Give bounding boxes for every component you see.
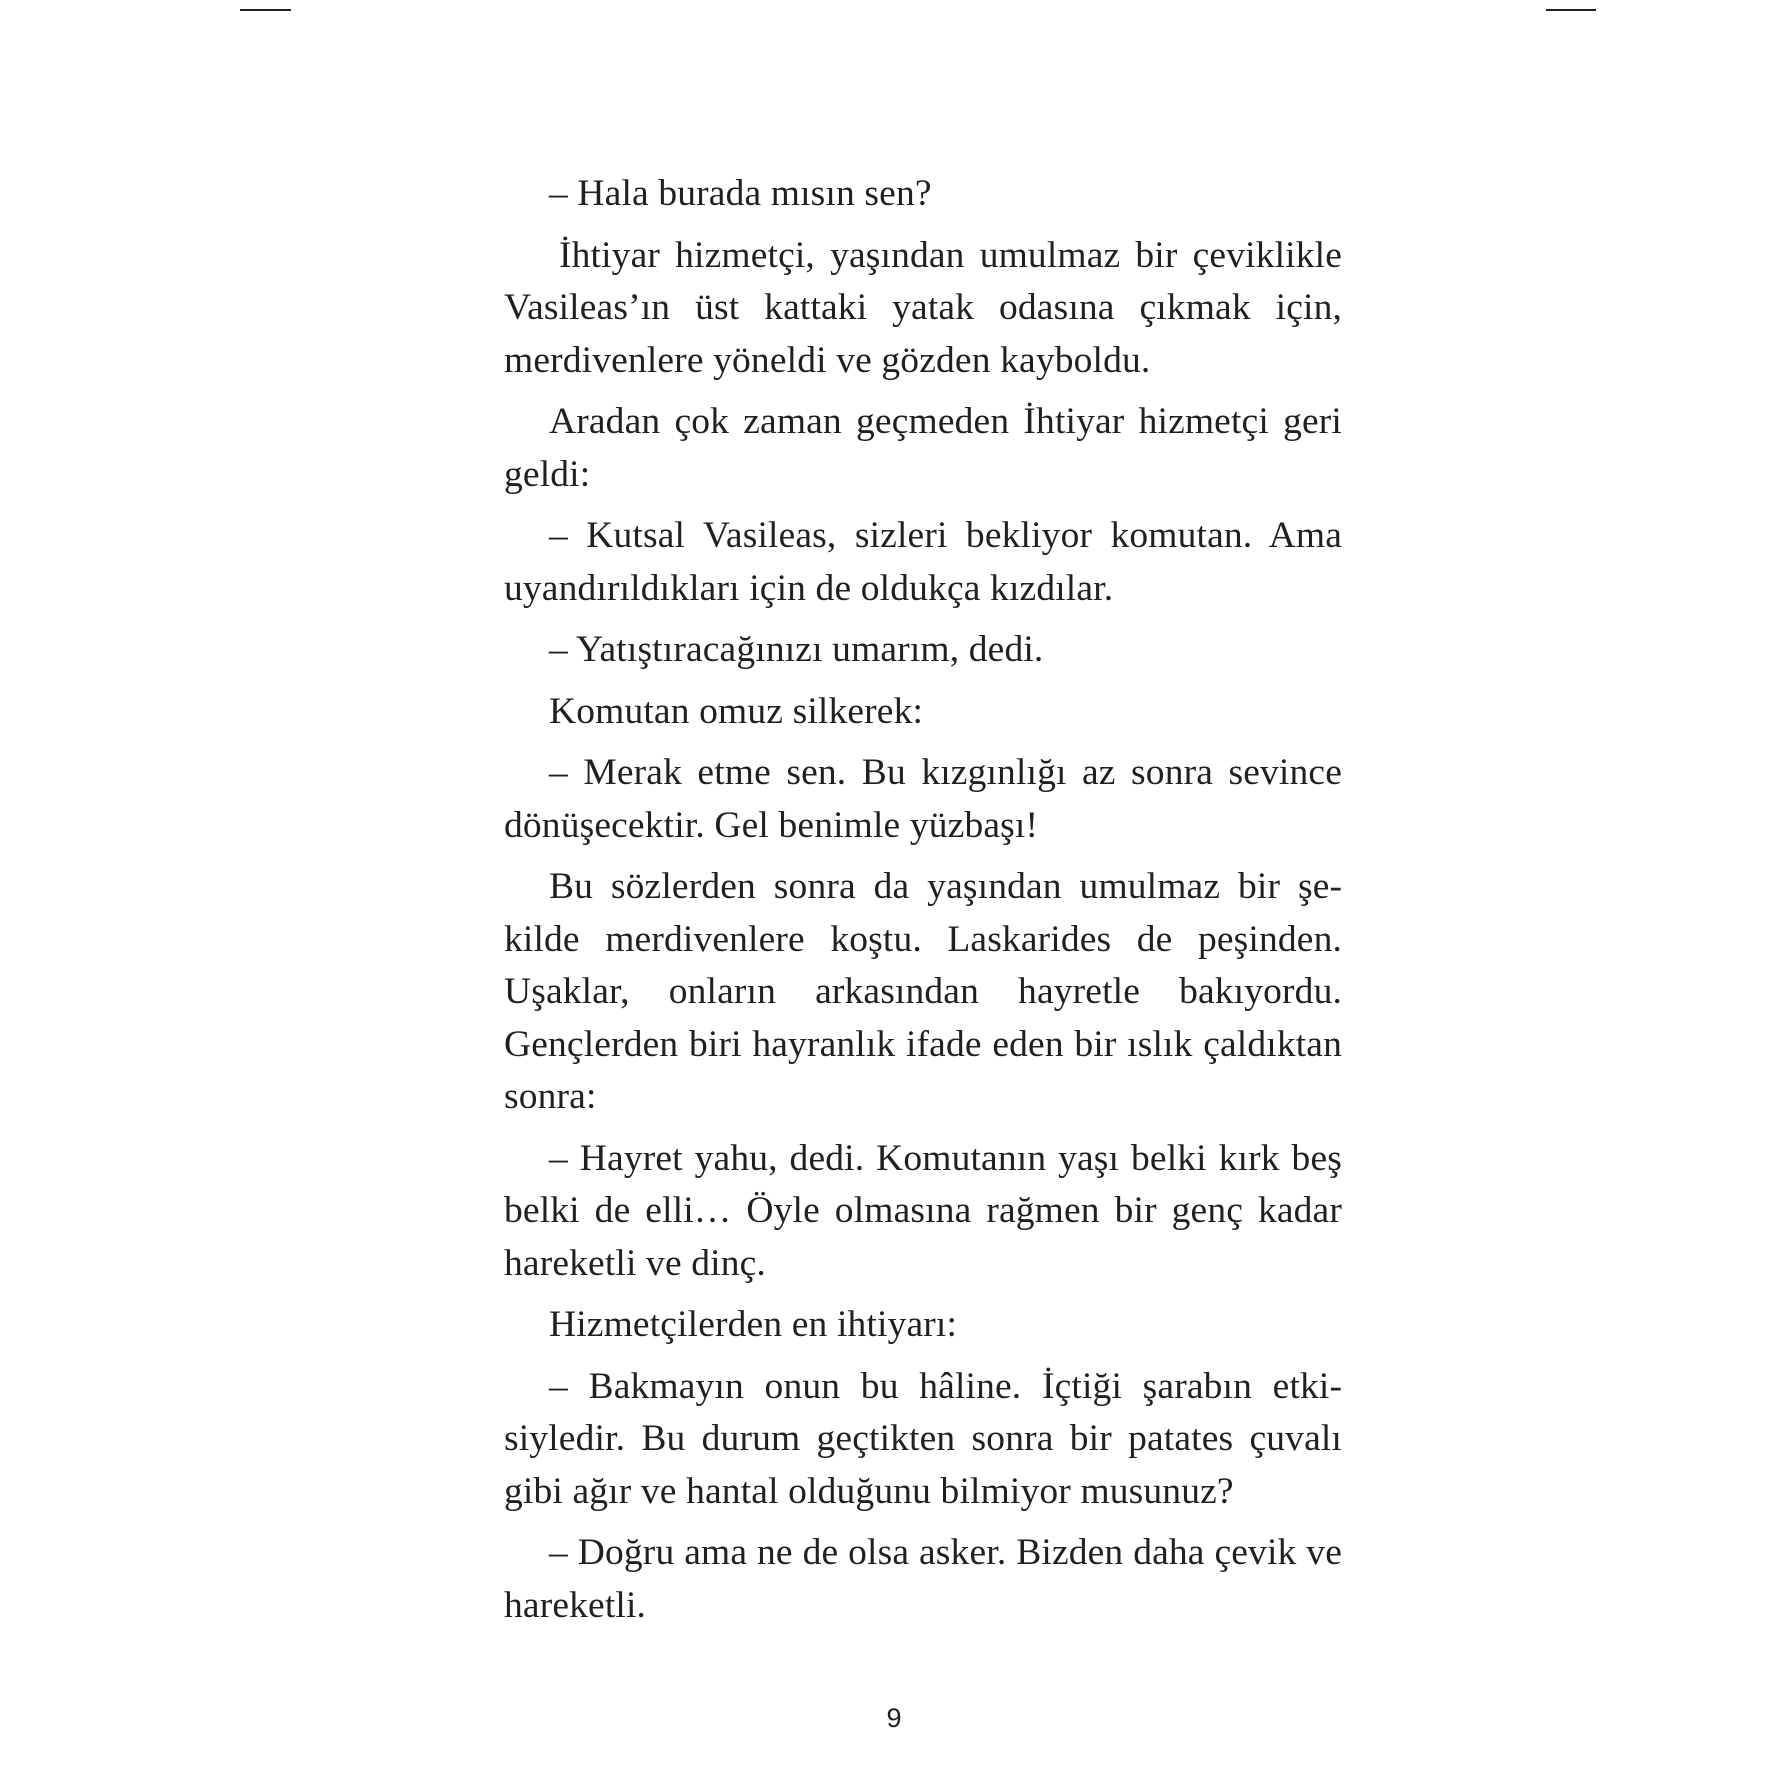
paragraph: – Bakmayın onun bu hâline. İçtiği şarabın etkisiyledir. Bu durum geçtikten sonra bir patates çuvalı gibi ağır ve hantal olduğunu bilmiyor musunuz?	[504, 1365, 1342, 1512]
paragraph: Komutan omuz silkerek:	[549, 690, 924, 732]
paragraph: Bu sözlerden sonra da yaşından umulmaz bir şekilde merdivenlere koştu. Laskarides de peşinden. Uşaklar, onların arkasından hayretle bakıyordu. Gençlerden biri hayranlık ifade eden bir ıslık çaldıktan sonra:	[504, 866, 1342, 1117]
paragraph: – Doğru ama ne de olsa asker. Bizden daha çevik ve hareketli.	[504, 1532, 1342, 1626]
paragraph: Hizmetçilerden en ihtiyarı:	[549, 1304, 958, 1345]
paragraph: – Merak etme sen. Bu kızgınlığı az sonra sevince dönüşecektir. Gel benimle yüzbaşı!	[504, 752, 1342, 846]
paragraph: – Hayret yahu, dedi. Komutanın yaşı belki kırk beş belki de elli… Öyle olmasına rağmen bir genç kadar hareketli ve dinç.	[504, 1137, 1342, 1284]
crop-mark-right	[1546, 9, 1596, 11]
paragraph: İhtiyar hizmetçi, yaşından umulmaz bir çeviklikle Vasileas’ın üst kattaki yatak odasına çıkmak için, merdivenlere yöneldi ve gözden kayboldu.	[504, 234, 1342, 381]
paragraph: – Kutsal Vasileas, sizleri bekliyor komutan. Ama uyandırıldıkları için de oldukça kızdılar.	[504, 515, 1342, 609]
paragraph: – Yatıştıracağınızı umarım, dedi.	[549, 629, 1044, 670]
crop-mark-left	[240, 9, 291, 11]
page-number: 9	[886, 1703, 902, 1733]
paragraph: Aradan çok zaman geçmeden İhtiyar hizmetçi geri geldi:	[504, 401, 1342, 495]
body-text	[504, 168, 1342, 1641]
paragraph: – Hala burada mısın sen?	[549, 173, 932, 214]
